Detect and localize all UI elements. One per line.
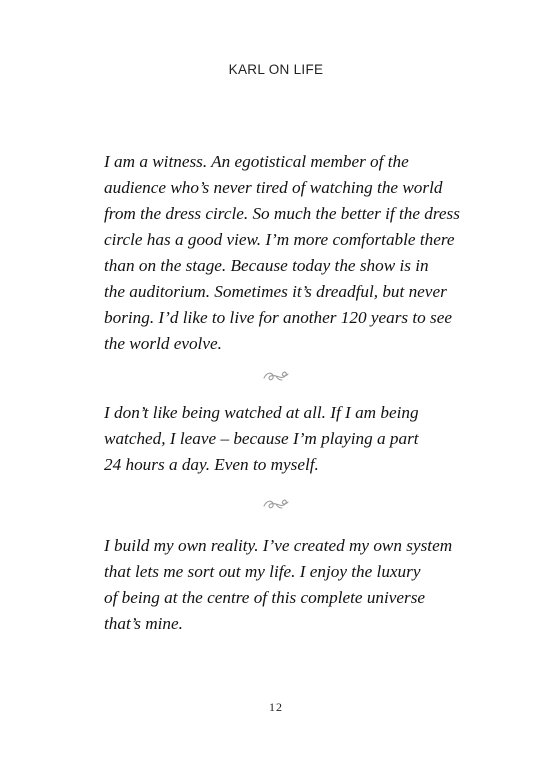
paragraph-line: that’s mine. [104, 614, 183, 633]
paragraph-line: I build my own reality. I’ve created my own system [104, 536, 453, 555]
paragraph-line: circle has a good view. I’m more comfortable there [104, 230, 455, 249]
running-head-title: KARL ON LIFE [228, 62, 324, 77]
paragraph-line: boring. I’d like to live for another 120 years to see [104, 308, 452, 327]
paragraph-line: that lets me sort out my life. I enjoy the luxury [104, 562, 421, 581]
paragraph-line: the auditorium. Sometimes it’s dreadful, but never [104, 282, 447, 301]
flourish-icon [262, 497, 290, 511]
paragraph-watched [104, 400, 464, 478]
paragraph-witness [104, 149, 464, 357]
paragraph-line: the world evolve. [104, 334, 222, 353]
paragraph-line: of being at the centre of this complete universe [104, 588, 426, 607]
paragraph-line: from the dress circle. So much the better if the dress [104, 204, 460, 223]
paragraph-reality [104, 533, 464, 637]
flourish-icon [262, 369, 290, 383]
paragraph-line: I am a witness. An egotistical member of the [104, 152, 409, 171]
paragraph-line: than on the stage. Because today the show is in [104, 256, 429, 275]
paragraph-line: I don’t like being watched at all. If I am being [104, 403, 419, 422]
page-number: 12 [269, 700, 283, 714]
paragraph-line: 24 hours a day. Even to myself. [104, 455, 319, 474]
paragraph-line: watched, I leave – because I’m playing a part [104, 429, 419, 448]
paragraph-line: audience who’s never tired of watching the world [104, 178, 443, 197]
